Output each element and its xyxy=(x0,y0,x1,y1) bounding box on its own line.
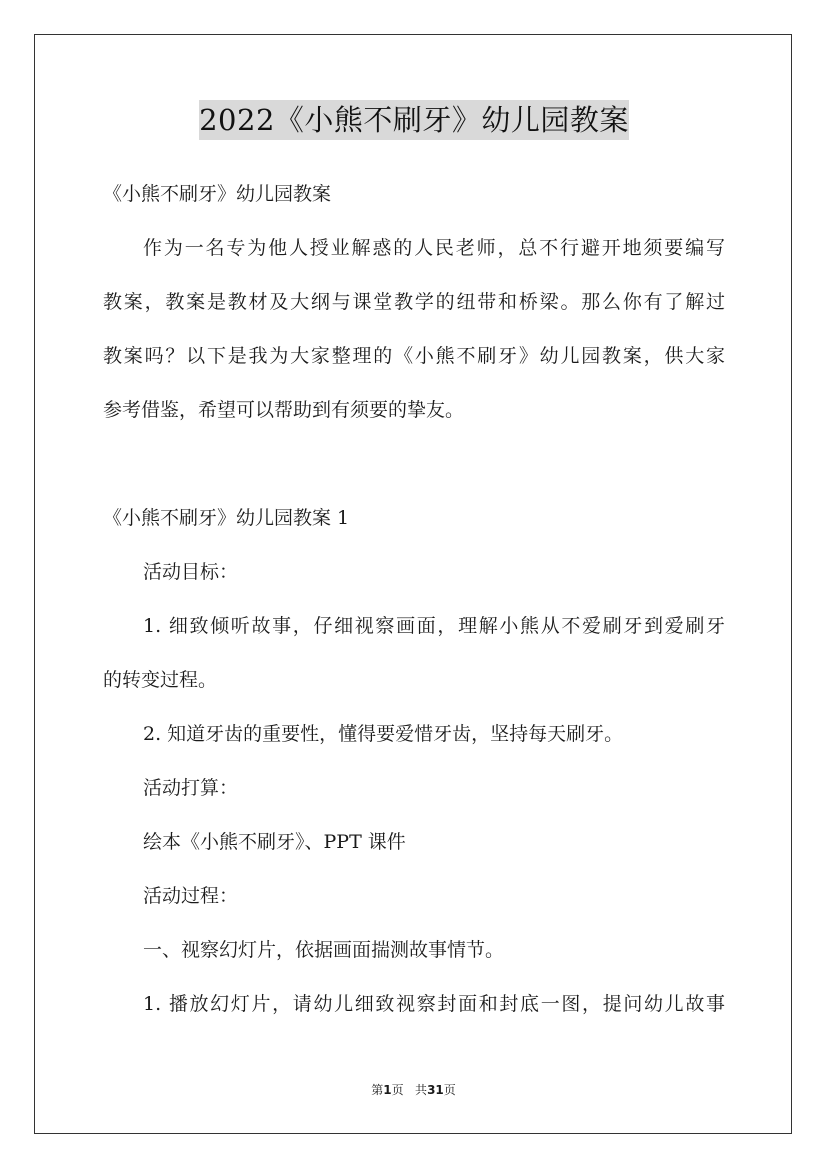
goal-1-line-2: 的转变过程。 xyxy=(103,669,218,691)
footer-page-mid: 页 xyxy=(391,1083,404,1097)
intro-line-2: 教案，教案是教材及大纲与课堂教学的纽带和桥梁。那么你有了解过 xyxy=(103,291,725,313)
prep-label: 活动打算： xyxy=(143,777,239,799)
section-heading: 《小熊不刷牙》幼儿园教案 1 xyxy=(103,507,350,529)
intro-line-3: 教案吗？以下是我为大家整理的《小熊不刷牙》幼儿园教案，供大家 xyxy=(103,345,725,367)
goal-1-line-1: 1. 细致倾听故事，仔细视察画面，理解小熊从不爱刷牙到爱刷牙 xyxy=(143,615,725,637)
footer-page-prefix: 第 xyxy=(371,1083,384,1097)
intro-line-4: 参考借鉴，希望可以帮助到有须要的挚友。 xyxy=(103,399,465,421)
document-title: 2022《小熊不刷牙》幼儿园教案 xyxy=(199,100,629,140)
document-subtitle: 《小熊不刷牙》幼儿园教案 xyxy=(103,183,332,205)
footer-total-pages: 31 xyxy=(427,1083,444,1097)
goals-label: 活动目标： xyxy=(143,561,239,583)
footer-total-suffix: 页 xyxy=(443,1083,456,1097)
page-footer xyxy=(0,1082,827,1098)
footer-total-prefix: 共 xyxy=(415,1083,428,1097)
intro-line-1: 作为一名专为他人授业解惑的人民老师，总不行避开地须要编写 xyxy=(143,237,725,259)
process-label: 活动过程： xyxy=(143,885,239,907)
prep-text: 绘本《小熊不刷牙》、PPT 课件 xyxy=(143,831,406,853)
goal-2: 2. 知道牙齿的重要性，懂得要爱惜牙齿，坚持每天刷牙。 xyxy=(143,723,624,745)
footer-page-number: 1 xyxy=(383,1083,392,1097)
step-1-1: 1. 播放幻灯片，请幼儿细致视察封面和封底一图，提问幼儿故事 xyxy=(143,993,725,1015)
step-1: 一、视察幻灯片，依据画面揣测故事情节。 xyxy=(143,939,505,961)
